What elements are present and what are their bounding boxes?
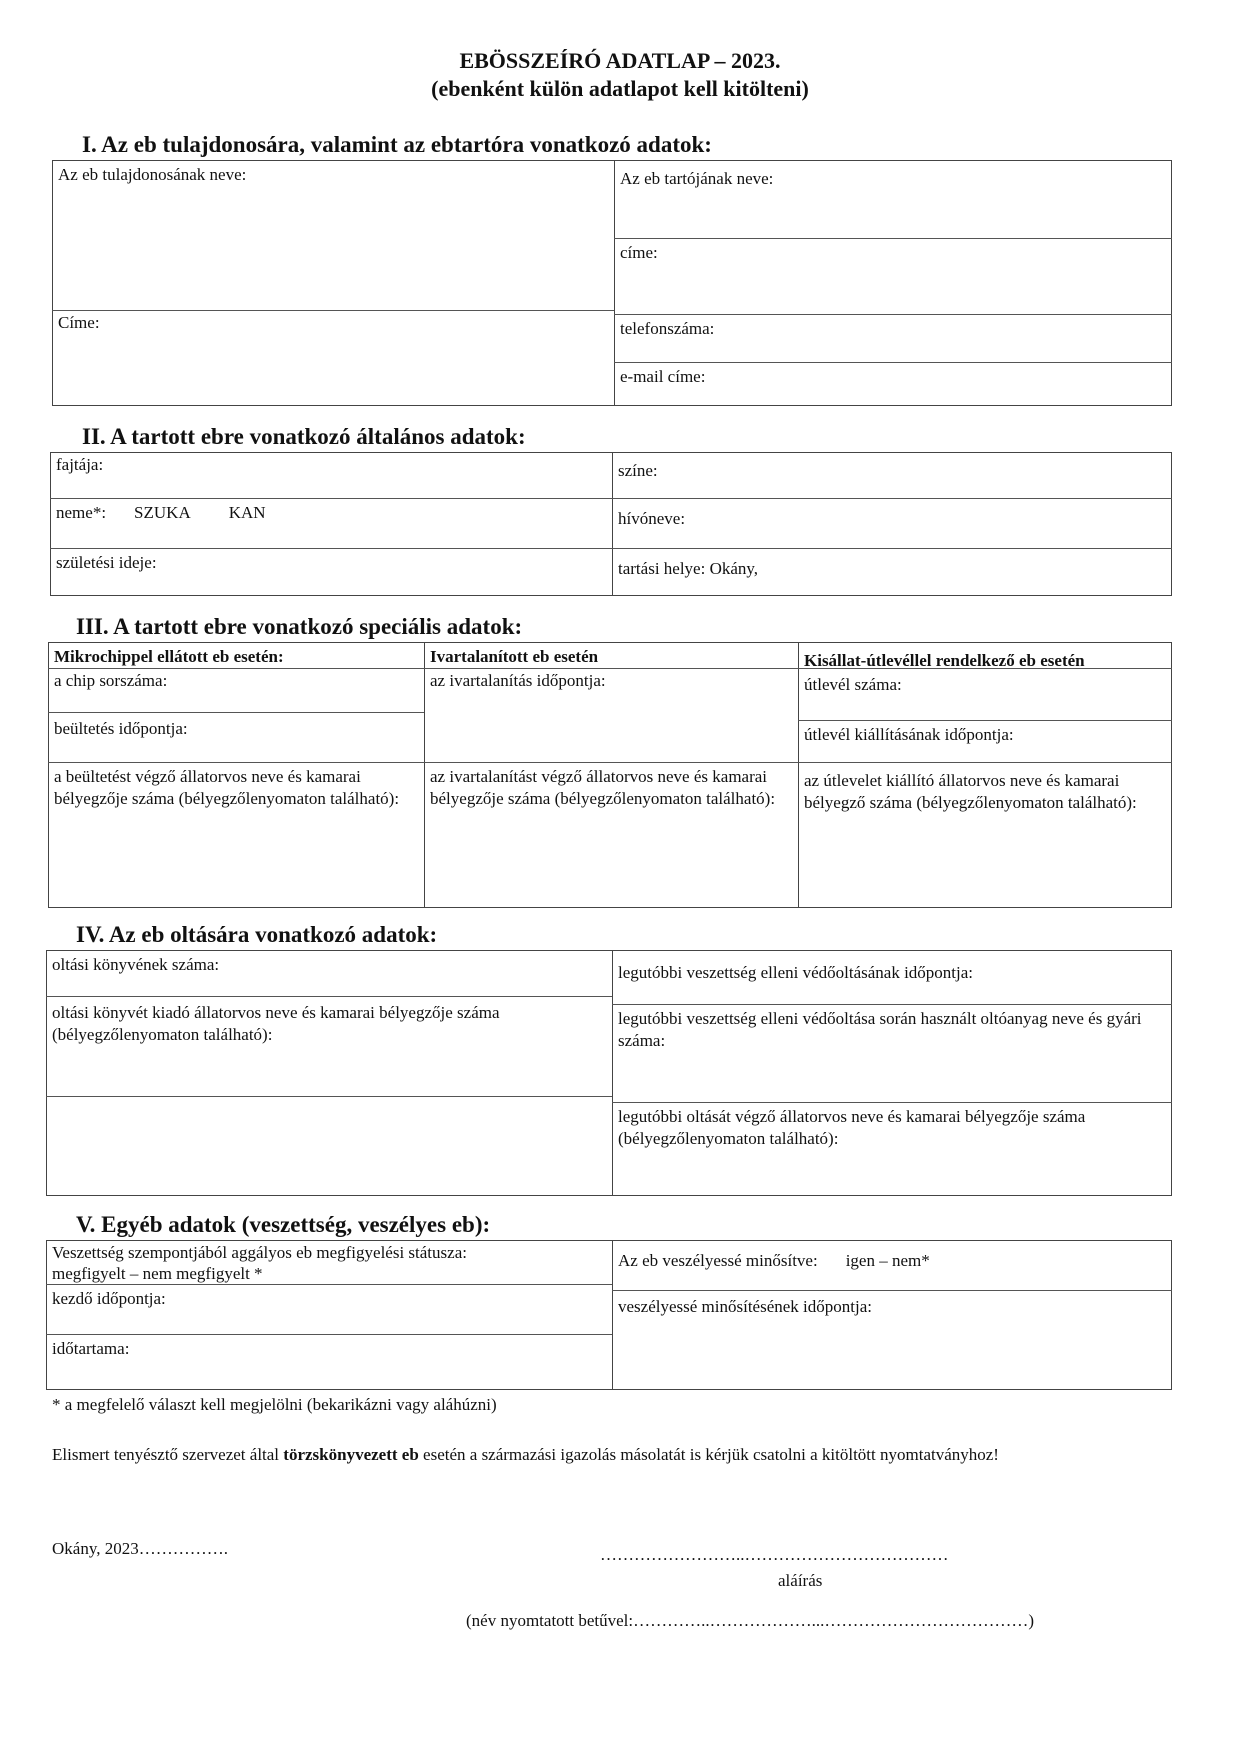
color-field[interactable]	[612, 458, 1172, 498]
divider	[46, 996, 612, 997]
divider	[50, 498, 1172, 499]
signature-line[interactable]: ……………………..………………………………	[600, 1545, 949, 1564]
microchip-column-header: Mikrochippel ellátott eb esetén:	[54, 647, 284, 666]
keeping-place-label: tartási helye: Okány,	[618, 559, 759, 578]
section-3-heading: III. A tartott ebre vonatkozó speciális adatok:	[76, 614, 523, 639]
keeper-email-label: e-mail címe:	[620, 367, 706, 386]
sex-option-female[interactable]: SZUKA	[134, 503, 191, 522]
divider	[614, 314, 1172, 315]
vaccination-book-vet-field[interactable]	[46, 1000, 612, 1096]
divider	[612, 1290, 1172, 1291]
keeper-phone-label: telefonszáma:	[620, 319, 715, 338]
section-1-heading: I. Az eb tulajdonosára, valamint az ebtartóra vonatkozó adatok:	[82, 132, 712, 157]
implant-date-label: beültetés időpontja:	[54, 719, 188, 738]
implant-vet-label: a beültetést végző állatorvos neve és kamarai bélyegzője száma (bélyegzőlenyomaton található):	[54, 767, 400, 808]
divider	[612, 1102, 1172, 1103]
sex-label: neme*:	[56, 503, 107, 522]
dangerous-date-label: veszélyessé minősítésének időpontja:	[618, 1297, 872, 1316]
section-5-heading: V. Egyéb adatok (veszettség, veszélyes eb):	[76, 1212, 491, 1237]
observation-start-field[interactable]	[46, 1286, 612, 1334]
call-name-label: hívóneve:	[618, 509, 686, 528]
keeper-address-field[interactable]	[614, 240, 1172, 314]
observation-options[interactable]: megfigyelt – nem megfigyelt *	[52, 1264, 263, 1283]
passport-number-label: útlevél száma:	[804, 675, 902, 694]
divider	[48, 712, 424, 713]
section-2-heading: II. A tartott ebre vonatkozó általános adatok:	[82, 424, 526, 449]
observation-duration-label: időtartama:	[52, 1339, 130, 1358]
footnote: * a megfelelő választ kell megjelölni (bekarikázni vagy aláhúzni)	[52, 1395, 497, 1414]
owner-address-label: Címe:	[58, 313, 100, 332]
pedigree-notice	[52, 1444, 1162, 1466]
owner-name-field[interactable]	[52, 162, 614, 310]
birth-date-field[interactable]	[50, 550, 612, 596]
passport-number-field[interactable]	[798, 672, 1172, 720]
dangerous-field[interactable]	[612, 1248, 1172, 1290]
observation-duration-field[interactable]	[46, 1336, 612, 1390]
printed-name-field[interactable]: (név nyomtatott betűvel:…………..………………...………………………………)	[466, 1611, 1035, 1630]
breed-label: fajtája:	[56, 455, 104, 474]
owner-address-field[interactable]	[52, 310, 614, 406]
birth-date-label: születési ideje:	[56, 553, 157, 572]
keeper-email-field[interactable]	[614, 364, 1172, 406]
neuter-vet-field[interactable]	[424, 764, 790, 908]
form-subtitle: (ebenként külön adatlapot kell kitölteni)	[431, 76, 809, 101]
last-vaccination-vet-label: legutóbbi oltását végző állatorvos neve és kamarai bélyegzője száma (bélyegzőlenyomaton található):	[618, 1107, 1086, 1148]
vaccination-book-number-label: oltási könyvének száma:	[52, 955, 220, 974]
form-title: EBÖSSZEÍRÓ ADATLAP – 2023.	[459, 48, 781, 73]
vaccination-book-vet-label: oltási könyvét kiadó állatorvos neve és kamarai bélyegzője száma (bélyegzőlenyomaton található):	[52, 1003, 500, 1044]
dangerous-label: Az eb veszélyessé minősítve:	[618, 1251, 818, 1270]
divider	[48, 762, 1172, 763]
divider	[50, 548, 1172, 549]
observation-start-label: kezdő időpontja:	[52, 1289, 166, 1308]
last-rabies-date-label: legutóbbi veszettség elleni védőoltásának időpontja:	[618, 963, 974, 982]
neuter-date-field[interactable]	[424, 668, 798, 762]
keeper-address-label: címe:	[620, 243, 658, 262]
divider	[614, 238, 1172, 239]
color-label: színe:	[618, 461, 658, 480]
keeper-phone-field[interactable]	[614, 316, 1172, 362]
signature-label: aláírás	[778, 1571, 823, 1590]
sex-field[interactable]	[50, 500, 612, 548]
last-rabies-date-field[interactable]	[612, 960, 1172, 1004]
neuter-vet-label: az ivartalanítást végző állatorvos neve és kamarai bélyegzője száma (bélyegzőlenyomaton található):	[430, 767, 776, 808]
chip-number-field[interactable]	[48, 668, 424, 712]
observation-status-label: Veszettség szempontjából aggályos eb megfigyelési státusza:	[52, 1243, 467, 1262]
notice-text: esetén a származási igazolás másolatát is kérjük csatolni a kitöltött nyomtatványhoz!	[418, 1445, 999, 1464]
empty-field[interactable]	[46, 1098, 612, 1196]
last-rabies-vaccine-field[interactable]	[612, 1006, 1172, 1102]
passport-issue-date-field[interactable]	[798, 722, 1172, 762]
chip-number-label: a chip sorszáma:	[54, 671, 168, 690]
passport-column-header: Kisállat-útlevéllel rendelkező eb esetén	[804, 651, 1085, 670]
keeper-name-field[interactable]	[614, 166, 1172, 238]
vaccination-book-number-field[interactable]	[46, 952, 612, 996]
passport-vet-label: az útlevelet kiállító állatorvos neve és kamarai bélyegző száma (bélyegzőlenyomaton található):	[804, 771, 1137, 812]
place-date-field[interactable]: Okány, 2023…………….	[52, 1539, 228, 1558]
keeper-name-label: Az eb tartójának neve:	[620, 169, 774, 188]
implant-date-field[interactable]	[48, 716, 424, 762]
breed-field[interactable]	[50, 452, 612, 498]
last-rabies-vaccine-label: legutóbbi veszettség elleni védőoltása során használt oltóanyag neve és gyári száma:	[618, 1009, 1142, 1050]
divider	[46, 1284, 612, 1285]
divider	[614, 362, 1172, 363]
neutered-column-header: Ivartalanított eb esetén	[430, 647, 599, 666]
divider	[798, 720, 1172, 721]
implant-vet-field[interactable]	[48, 764, 418, 908]
divider	[46, 1096, 612, 1097]
keeping-place-field[interactable]	[612, 556, 1172, 596]
dangerous-options[interactable]: igen – nem*	[845, 1251, 930, 1270]
observation-status-field[interactable]	[46, 1240, 612, 1284]
passport-issue-date-label: útlevél kiállításának időpontja:	[804, 725, 1014, 744]
divider	[46, 1334, 612, 1335]
sex-option-male[interactable]: KAN	[228, 503, 266, 522]
call-name-field[interactable]	[612, 506, 1172, 548]
notice-text: Elismert tenyésztő szervezet által	[52, 1445, 284, 1464]
passport-vet-field[interactable]	[798, 768, 1164, 908]
owner-name-label: Az eb tulajdonosának neve:	[58, 165, 247, 184]
dangerous-date-field[interactable]	[612, 1294, 1172, 1390]
neuter-date-label: az ivartalanítás időpontja:	[430, 671, 606, 690]
divider	[612, 1004, 1172, 1005]
notice-emphasis: törzskönyvezett eb	[283, 1445, 419, 1464]
section-4-heading: IV. Az eb oltására vonatkozó adatok:	[76, 922, 438, 947]
last-vaccination-vet-field[interactable]	[612, 1104, 1172, 1196]
